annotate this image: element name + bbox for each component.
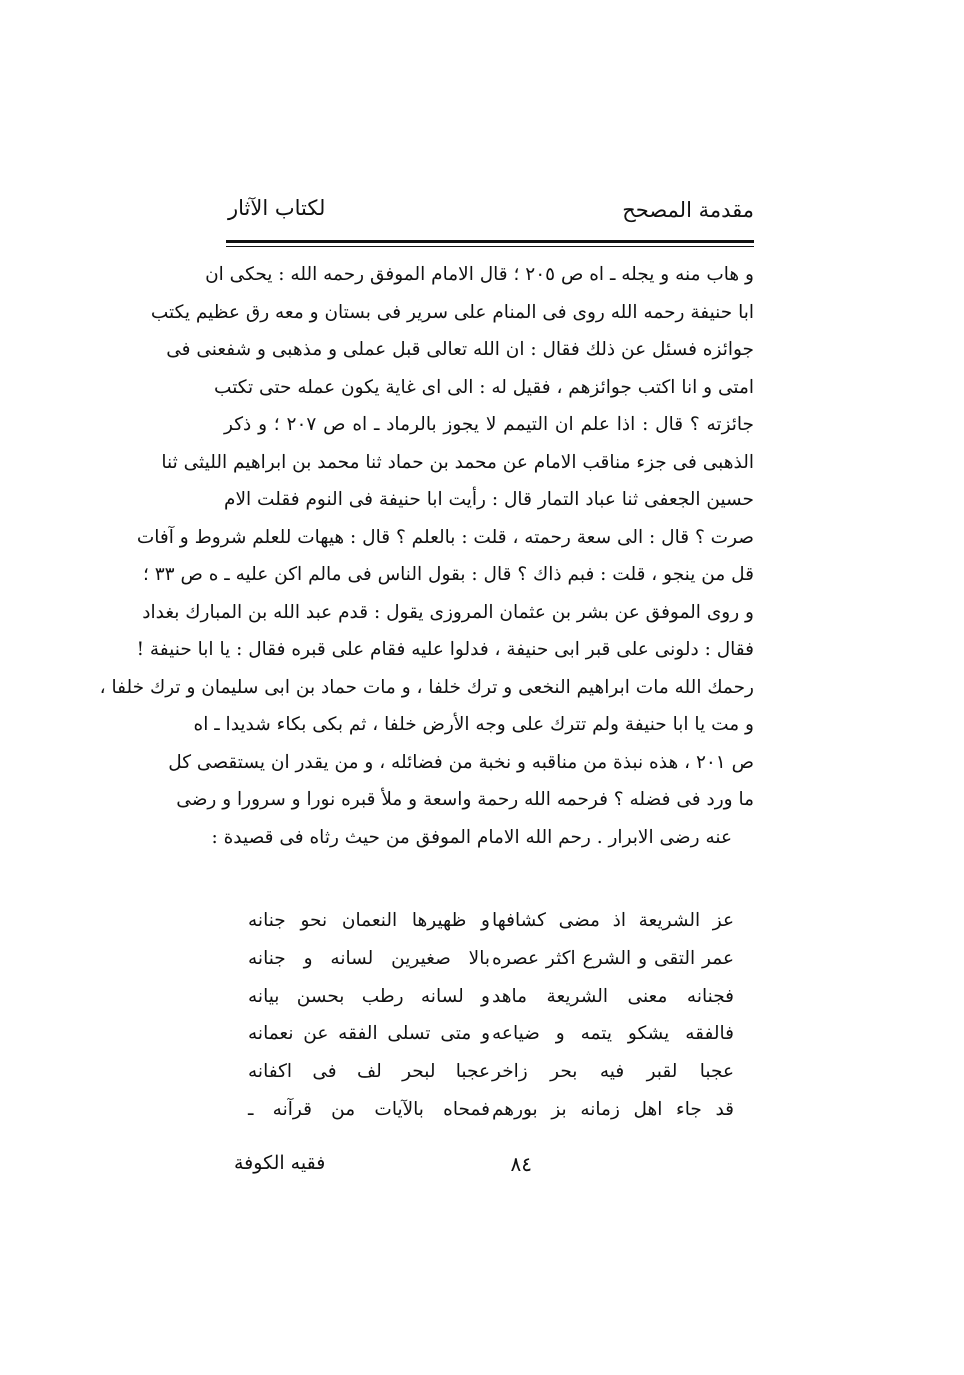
running-header [226,196,754,236]
header-left-title: لكتاب الآثار [228,196,326,220]
text-line: حسين الجعفى ثنا عباد التمار قال : رأيت ابا حنيفة فى النوم فقلت الام [224,489,754,510]
text-line: و هاب منه و يجله ـ اه ص ٢٠٥ ؛ قال الامام الموفق رحمه الله : يحكى ان [205,264,754,285]
poem-verse [248,940,734,978]
text-line: ما ورد فى فضله ؟ فرحمه الله رحمة واسعة و ملأ قبره نورا و سرورا و رضى [176,789,754,810]
hemistich-second: و ظهيرها النعمان نحو جنانه [248,910,490,931]
poem-verse [248,1091,734,1129]
hemistich-second: فمحاه بالآيات من قرآنه ـ [248,1098,490,1120]
catchword: فقيه الكوفة [234,1152,326,1174]
text-line: رحمك الله مات ابراهيم النخعى و ترك خلفا ، و مات حماد بن ابى سليمان و ترك خلفا ، [99,676,754,698]
hemistich-first: قد جاء اهل زمانه بز بورهم [492,1098,734,1120]
page-footer [226,1152,754,1188]
hemistich-second: بالا صغيرين لسانه و جنانه [248,947,490,969]
hemistich-first: عجبا لقبر فيه بحر زاخر [492,1061,734,1083]
hemistich-second: عجبا لبحر لف فى اكفانه [248,1061,490,1083]
text-line: قل من ينجو ، قلت : فبم ذاك ؟ قال : بقول الناس فى مالم اكن عليه ـ ه ص ٣٣ ؛ [142,564,754,585]
hemistich-second: و متى تسلى الفقه عن نعمانه [248,1023,490,1045]
text-line: ابا حنيفة رحمه الله روى فى المنام على سرير فى بستان و معه رق عظيم يكتب [150,301,754,323]
text-line: ص ٢٠١ ، هذه نبذة من مناقبه و نخبة من فضائله ، و من يقدر ان يستقصى كل [168,751,754,773]
text-line: و مت يا ابا حنيفة ولم تترك على وجه الأرض خلفا ، ثم بكى بكاء شديدا ـ اه [193,714,754,735]
hemistich-second: و لسانه رطب بحسن بيانه [248,985,490,1007]
header-rule-thick [226,240,754,243]
header-rule-thin [226,246,754,247]
text-line: عنه رضى الابرار . رحم الله الامام الموفق من حيث رثاه فى قصيدة : [211,826,732,848]
body-paragraph [99,256,754,856]
poem-verse [248,1015,734,1053]
text-line: فقال : دلونى على قبر ابى حنيفة ، فدلوا عليه فقام على قبره فقال : يا ابا حنيفة ! [136,639,754,660]
elegy-poem [248,902,734,1129]
hemistich-first: فالفقه يشكو يتمه و ضياعه [492,1023,734,1045]
text-line: صرت ؟ قال : الى سعة رحمته ، قلت : بالعلم ؟ قال : هيهات للعلم شروط و آفات [136,526,754,548]
text-line: و روى الموفق عن بشر بن عثمان المروزى يقول : قدم عبد الله بن المبارك بغداد [142,601,754,623]
header-right-title: مقدمة المصحح [622,198,754,222]
hemistich-first: عز الشريعة اذ مضى كشافها [492,910,734,931]
poem-verse [248,978,734,1016]
hemistich-first: فجنانه معنى الشريعة ماهد [492,985,734,1007]
text-line: الذهبى فى جزء مناقب الامام عن محمد بن حماد ثنا محمد بن ابراهيم الليثى ثنا [161,451,754,473]
text-line: جوائزه فسئل عن ذلك فقال : ان الله تعالى قبل عملى و مذهبى و شفعنى فى [166,339,754,360]
hemistich-first: عمر التقى و الشرع اكثر عصره [492,947,734,969]
text-line: جائزته ؟ قال : اذا علم ان التيمم لا يجوز بالرماد ـ اه ص ٢٠٧ ؛ و ذكر [224,414,754,435]
page-number: ٨٤ [510,1152,532,1176]
text-line: امتى و انا اكتب جوائزهم ، فقيل له : الى اى غاية يكون عمله حتى تكتب [214,376,754,398]
poem-verse [248,902,734,940]
poem-verse [248,1053,734,1091]
